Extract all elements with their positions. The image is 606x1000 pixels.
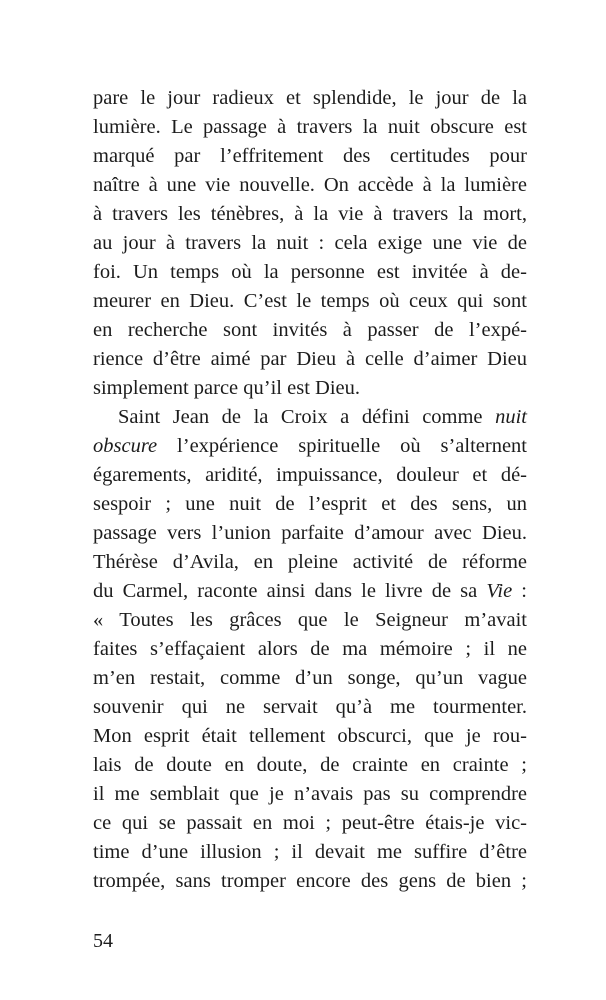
text: en recherche sont invités à passer de l’expé- <box>93 319 527 341</box>
text: marqué par l’effritement des certitudes pour <box>93 145 527 167</box>
paragraph-1 <box>93 84 527 403</box>
text-line <box>93 548 527 577</box>
text-line <box>93 635 527 664</box>
text: naître à une vie nouvelle. On accède à la lumière <box>93 174 527 196</box>
italic-text: nuit <box>495 406 527 428</box>
text: il me semblait que je n’avais pas su comprendre <box>93 783 527 805</box>
text-line <box>93 606 527 635</box>
text: souvenir qui ne servait qu’à me tourmenter. <box>93 696 527 718</box>
text-line <box>93 113 527 142</box>
text: time d’une illusion ; il devait me suffire d’être <box>93 841 527 863</box>
text-line <box>93 722 527 751</box>
text: ce qui se passait en moi ; peut-être étais-je vic- <box>93 812 527 834</box>
text-line <box>93 838 527 867</box>
text: du Carmel, raconte ainsi dans le livre de sa <box>93 580 478 602</box>
text-line <box>93 577 527 606</box>
text-line <box>93 780 527 809</box>
italic-text: Vie <box>486 580 513 602</box>
italic-text: obscure <box>93 435 158 457</box>
text-line <box>93 345 527 374</box>
text: simplement parce qu’il est Dieu. <box>93 377 360 399</box>
text-line <box>93 519 527 548</box>
text: lais de doute en doute, de crainte en crainte ; <box>93 754 527 776</box>
text: lumière. Le passage à travers la nuit obscure est <box>93 116 527 138</box>
text: meurer en Dieu. C’est le temps où ceux qui sont <box>93 290 527 312</box>
text: « Toutes les grâces que le Seigneur m’avait <box>93 609 527 631</box>
text-line <box>93 229 527 258</box>
text-line <box>93 374 527 403</box>
text: Thérèse d’Avila, en pleine activité de réforme <box>93 551 527 573</box>
text-line <box>93 664 527 693</box>
text-line <box>93 171 527 200</box>
text: sespoir ; une nuit de l’esprit et des sens, un <box>93 493 527 515</box>
text-line <box>93 84 527 113</box>
text-line <box>93 809 527 838</box>
text: faites s’effaçaient alors de ma mémoire ; il ne <box>93 638 527 660</box>
text: l’expérience spirituelle où s’alternent <box>177 435 527 457</box>
text-line <box>93 867 527 896</box>
text: : <box>512 580 527 602</box>
text-line <box>93 200 527 229</box>
text: rience d’être aimé par Dieu à celle d’aimer Dieu <box>93 348 527 370</box>
text: Mon esprit était tellement obscurci, que je rou- <box>93 725 527 747</box>
text-line <box>93 461 527 490</box>
text: pare le jour radieux et splendide, le jour de la <box>93 87 527 109</box>
paragraph-2 <box>93 403 527 896</box>
text: m’en restait, comme d’un songe, qu’un vague <box>93 667 527 689</box>
text-line <box>93 693 527 722</box>
text: égarements, aridité, impuissance, douleur et dé- <box>93 464 527 486</box>
text: foi. Un temps où la personne est invitée à de- <box>93 261 527 283</box>
text-line <box>93 490 527 519</box>
text: trompée, sans tromper encore des gens de bien ; <box>93 870 527 892</box>
text: au jour à travers la nuit : cela exige une vie de <box>93 232 527 254</box>
text-line <box>93 142 527 171</box>
text: Saint Jean de la Croix a défini comme <box>118 406 483 428</box>
text-line <box>93 751 527 780</box>
text-line <box>93 403 527 432</box>
text: passage vers l’union parfaite d’amour avec Dieu. <box>93 522 527 544</box>
text: à travers les ténèbres, à la vie à travers la mort, <box>93 203 527 225</box>
page-number: 54 <box>93 930 113 952</box>
text-line <box>93 258 527 287</box>
text-line <box>93 432 527 461</box>
text-line <box>93 287 527 316</box>
text-line <box>93 316 527 345</box>
page-body <box>93 84 527 896</box>
